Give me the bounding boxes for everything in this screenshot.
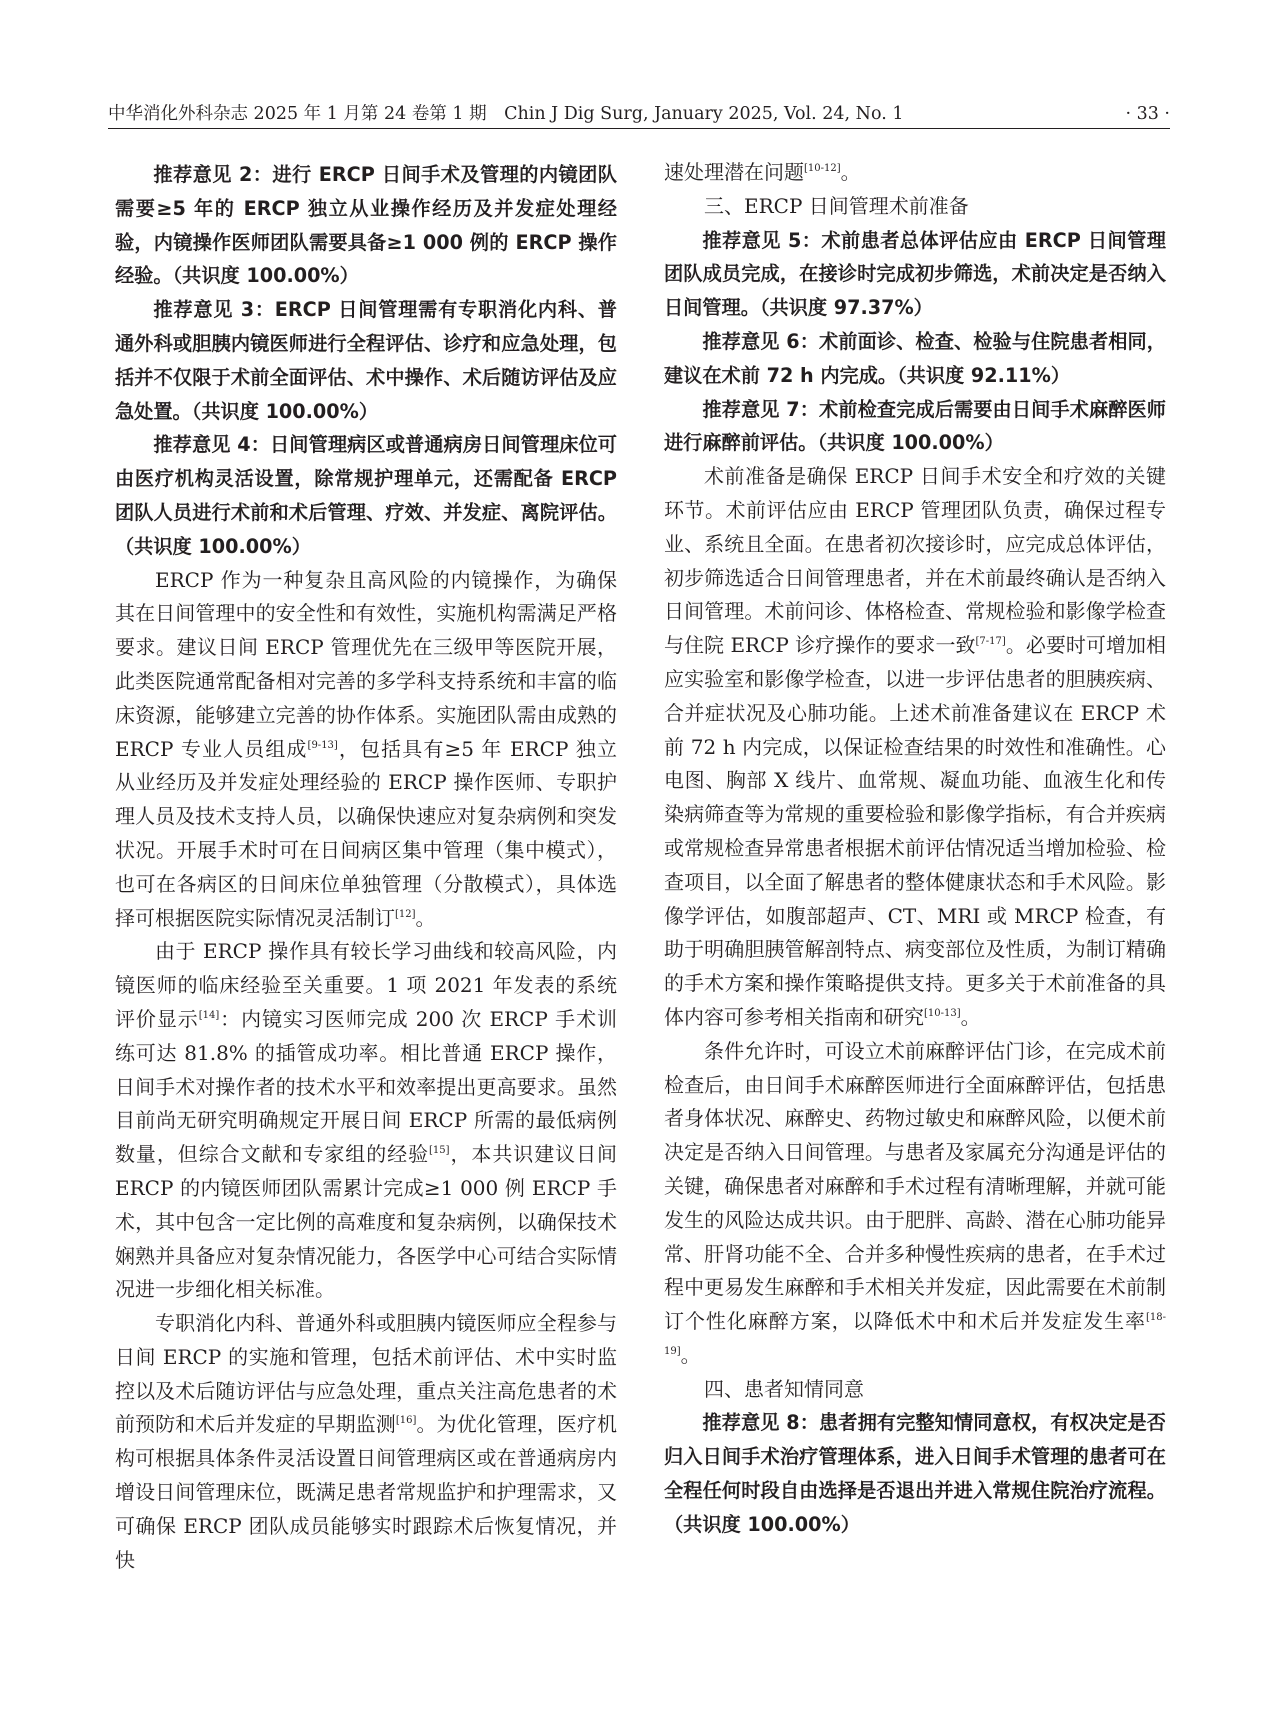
page-number: · 33 · bbox=[1125, 104, 1170, 124]
paragraph-text: ，本共识建议日间 ERCP 的内镜医师团队需累计完成≥1 000 例 ERCP 手术，其中包含一定比例的高难度和复杂病例，以确保技术娴熟并具备应对复杂情况能力，各医学中心可结合实际情况进一步细化相关标准。 bbox=[115, 1142, 618, 1302]
section-heading: 四、患者知情同意 bbox=[704, 1376, 864, 1401]
paragraph-text: ERCP 作为一种复杂且高风险的内镜操作，为确保其在日间管理中的安全性和有效性，实施机构需满足严格要求。建议日间 ERCP 管理优先在三级甲等医院开展，此类医院通常配备相对完善的多学科支持系统和丰富的临床资源，能够建立完善的协作体系。实施团队需由成熟的 ERCP 专业人员组成 bbox=[115, 567, 617, 761]
paragraph-text: 由于 ERCP 操作具有较长学习曲线和较高风险，内镜医师的临床经验至关重要。1 项 2021 年发表的系统评价显示 bbox=[115, 939, 617, 1031]
citation: [10-12] bbox=[804, 163, 841, 174]
citation: [9-13] bbox=[307, 739, 338, 751]
citation: [18-19] bbox=[664, 1312, 1166, 1357]
paragraph-text: ：内镜实习医师完成 200 次 ERCP 手术训练可达 81.8% 的插管成功率。相比普通 ERCP 操作，日间手术对操作者的技术水平和效率提出更高要求。虽然目前尚无研究明确规定开展日间 ERCP 所需的最低病例数量，但综合文献和专家组的经验 bbox=[115, 1006, 617, 1167]
paragraph-continued bbox=[664, 156, 1166, 190]
left-column bbox=[115, 158, 617, 1577]
recommendation-7: 推荐意见 7：术前检查完成后需要由日间手术麻醉医师进行麻醉前评估。（共识度 100.00%） bbox=[664, 397, 1166, 455]
section-heading: 三、ERCP 日间管理术前准备 bbox=[704, 193, 969, 218]
citation: [14] bbox=[198, 1009, 220, 1021]
paragraph-text: 。 bbox=[680, 1342, 701, 1367]
recommendation-5: 推荐意见 5：术前患者总体评估应由 ERCP 日间管理团队成员完成，在接诊时完成初步筛选，术前决定是否纳入日间管理。（共识度 97.37%） bbox=[664, 228, 1166, 320]
journal-citation: 中华消化外科杂志 2025 年 1 月第 24 卷第 1 期 Chin J Dig Surg, January 2025, Vol. 24, No. 1 bbox=[108, 104, 904, 124]
paragraph-text: 。 bbox=[840, 160, 861, 184]
paragraph bbox=[664, 460, 1166, 1035]
recommendation-3: 推荐意见 3：ERCP 日间管理需有专职消化内科、普通外科或胆胰内镜医师进行全程评估、诊疗和应急处理，包括并不仅限于术前全面评估、术中操作、术后随访评估及应急处置。（共识度 100.00%） bbox=[115, 298, 617, 423]
paragraph-text: 专职消化内科、普通外科或胆胰内镜医师应全程参与日间 ERCP 的实施和管理，包括术前评估、术中实时监控以及术后随访评估与应急处理，重点关注高危患者的术前预防和术后并发症的早期监测 bbox=[115, 1311, 617, 1437]
recommendation-2: 推荐意见 2：进行 ERCP 日间手术及管理的内镜团队需要≥5 年的 ERCP 独立从业操作经历及并发症处理经验，内镜操作医师团队需要具备≥1 000 例的 ERCP 操作经验。（共识度 100.00%） bbox=[115, 163, 617, 288]
citation: [16] bbox=[395, 1415, 417, 1427]
right-column bbox=[664, 156, 1166, 1542]
citation: [7-17] bbox=[975, 636, 1006, 648]
recommendation-6: 推荐意见 6：术前面诊、检查、检验与住院患者相同，建议在术前 72 h 内完成。（共识度 92.11%） bbox=[664, 329, 1166, 387]
running-header bbox=[108, 100, 1170, 129]
paragraph-text: 。 bbox=[415, 905, 436, 930]
paragraph-text: 。为优化管理，医疗机构可根据具体条件灵活设置日间管理病区或在普通病房内增设日间管理床位，既满足患者常规监护和护理需求，又可确保 ERCP 团队成员能够实时跟踪术后恢复情况，并快 bbox=[115, 1412, 618, 1572]
citation: [12] bbox=[395, 908, 416, 920]
paragraph-text: 速处理潜在问题 bbox=[664, 160, 804, 184]
citation: [10-13] bbox=[924, 1007, 961, 1019]
paragraph-text: 条件允许时，可设立术前麻醉评估门诊，在完成术前检查后，由日间手术麻醉医师进行全面麻醉评估，包括患者身体状况、麻醉史、药物过敏史和麻醉风险，以便术前决定是否纳入日间管理。与患者及家属充分沟通是评估的关键，确保患者对麻醉和手术过程有清晰理解，并就可能发生的风险达成共识。由于肥胖、高龄、潜在心肺功能异常、肝肾功能不全、合并多种慢性疾病的患者，在手术过程中更易发生麻醉和手术相关并发症，因此需要在术前制订个性化麻醉方案，以降低术中和术后并发症发生率 bbox=[664, 1038, 1166, 1334]
paragraph bbox=[115, 564, 617, 936]
paragraph bbox=[115, 935, 617, 1307]
recommendation-8: 推荐意见 8：患者拥有完整知情同意权，有权决定是否归入日间手术治疗管理体系，进入日间手术管理的患者可在全程任何时段自由选择是否退出并进入常规住院治疗流程。（共识度 100.00%） bbox=[664, 1411, 1166, 1536]
recommendation-4: 推荐意见 4：日间管理病区或普通病房日间管理床位可由医疗机构灵活设置，除常规护理单元，还需配备 ERCP 团队人员进行术前和术后管理、疗效、并发症、离院评估。（共识度 100.00%） bbox=[115, 433, 617, 558]
paragraph-text: 术前准备是确保 ERCP 日间手术安全和疗效的关键环节。术前评估应由 ERCP 管理团队负责，确保过程专业、系统且全面。在患者初次接诊时，应完成总体评估，初步筛选适合日间管理患者，并在术前最终确认是否纳入日间管理。术前问诊、体格检查、常规检验和影像学检查与住院 ERCP 诊疗操作的要求一致 bbox=[664, 464, 1166, 658]
paragraph bbox=[664, 1035, 1166, 1373]
citation: [15] bbox=[429, 1145, 450, 1157]
paragraph-text: ，包括具有≥5 年 ERCP 独立从业经历及并发症处理经验的 ERCP 操作医师、专职护理人员及技术支持人员，以确保快速应对复杂病例和突发状况。开展手术时可在日间病区集中管理（集中模式），也可在各病区的日间床位单独管理（分散模式），具体选择可根据医院实际情况灵活制订 bbox=[115, 736, 617, 930]
paragraph bbox=[115, 1307, 617, 1577]
paragraph-text: 。 bbox=[960, 1004, 981, 1029]
paragraph-text: 。必要时可增加相应实验室和影像学检查，以进一步评估患者的胆胰疾病、合并症状况及心肺功能。上述术前准备建议在 ERCP 术前 72 h 内完成，以保证检查结果的时效性和准确性。心电图、胸部 X 线片、血常规、凝血功能、血液生化和传染病筛查等为常规的重要检验和影像学指标，有合并疾病或常规检查异常患者根据术前评估情况适当增加检验、检查项目，以全面了解患者的整体健康状态和手术风险。影像学评估，如腹部超声、CT、MRI 或 MRCP 检查，有助于明确胆胰管解剖特点、病变部位及性质，为制订精确的手术方案和操作策略提供支持。更多关于术前准备的具体内容可参考相关指南和研究 bbox=[664, 633, 1167, 1029]
